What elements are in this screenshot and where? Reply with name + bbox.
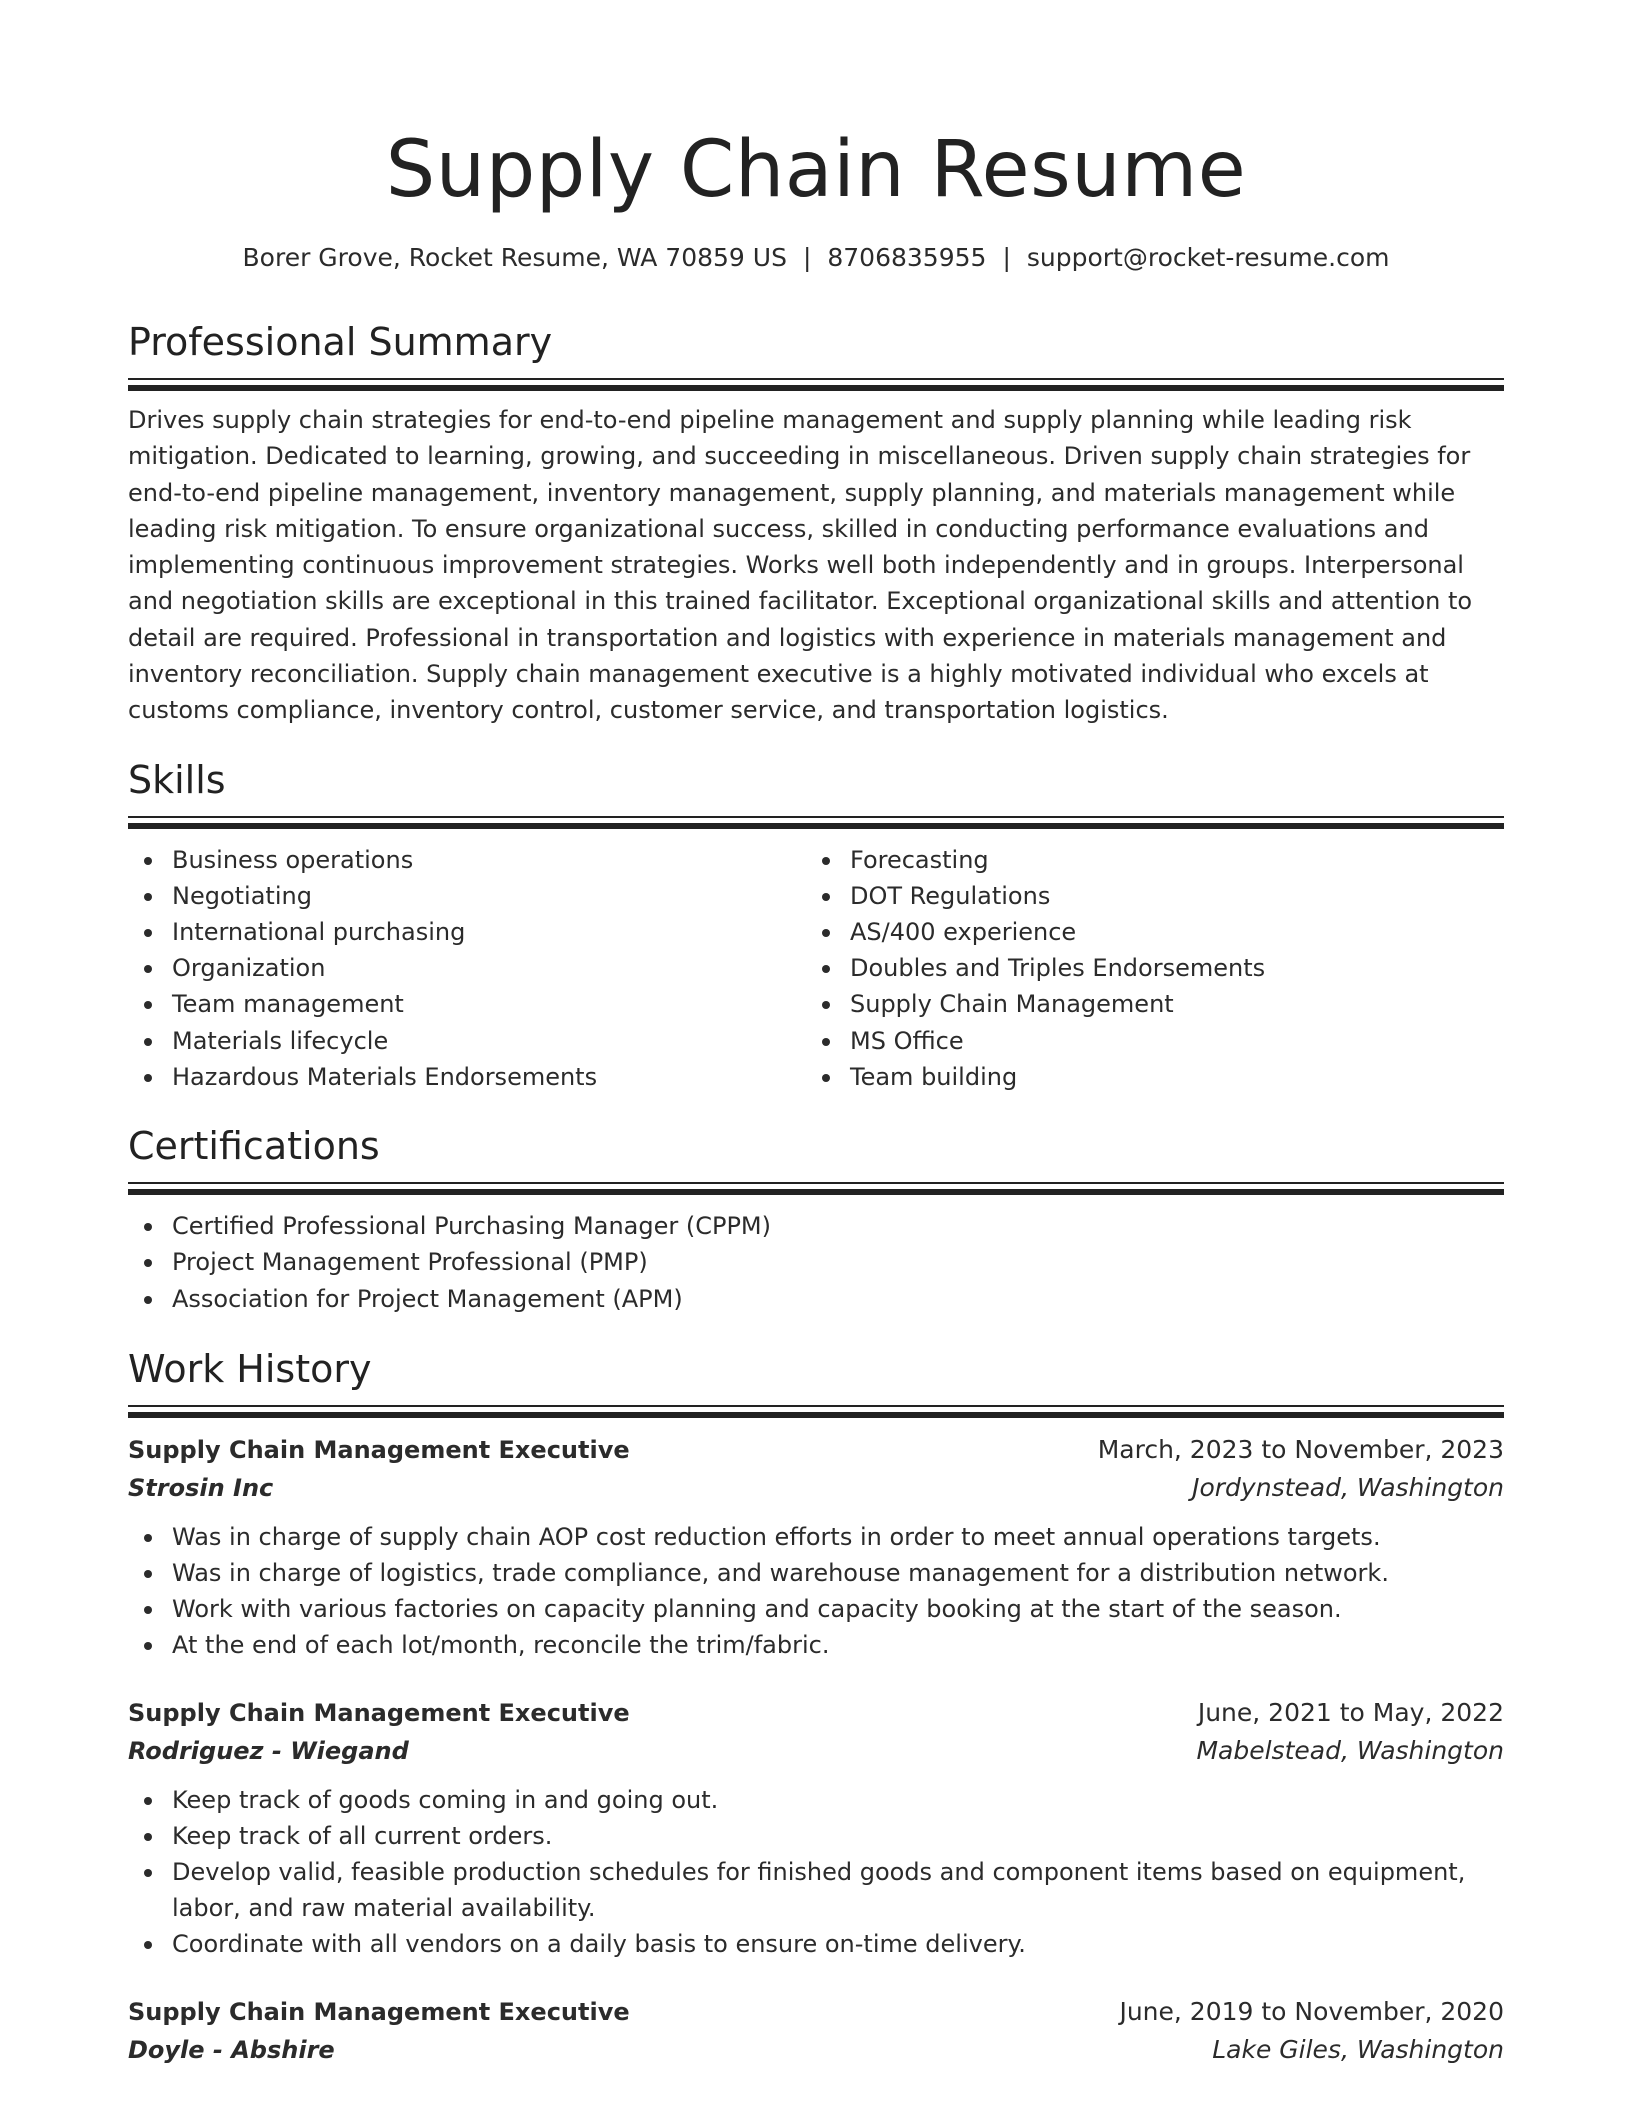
job-company: Doyle - Abshire	[128, 2035, 335, 2064]
skill-item: Team building	[806, 1059, 1484, 1095]
skill-item: AS/400 experience	[806, 914, 1484, 950]
job-company-row	[128, 2031, 1504, 2069]
job-entry	[128, 1431, 1504, 1664]
job-bullet: Keep track of all current orders.	[128, 1818, 1504, 1854]
section-divider	[128, 1405, 1504, 1419]
skill-item: MS Office	[806, 1023, 1484, 1059]
job-location: Mabelstead, Washington	[1196, 1735, 1504, 1765]
contact-email: support@rocket-resume.com	[1026, 243, 1390, 272]
contact-line	[128, 242, 1504, 274]
job-location: Lake Giles, Washington	[1212, 2034, 1504, 2064]
skills-list-right	[806, 842, 1484, 1095]
job-entry	[128, 1993, 1504, 2069]
section-title-work-history: Work History	[128, 1346, 372, 1391]
job-company: Rodriguez - Wiegand	[128, 1736, 409, 1765]
resume-page	[128, 0, 1504, 2069]
certification-item: Association for Project Management (APM)	[128, 1281, 1504, 1317]
certifications-section	[128, 1122, 1504, 1317]
job-bullet: Coordinate with all vendors on a daily basis to ensure on-time delivery.	[128, 1926, 1504, 1962]
job-bullet: At the end of each lot/month, reconcile the trim/fabric.	[128, 1627, 1504, 1663]
job-dates: June, 2021 to May, 2022	[1197, 1697, 1504, 1727]
job-bullets	[128, 1519, 1504, 1664]
job-bullet: Keep track of goods coming in and going out.	[128, 1782, 1504, 1818]
summary-text: Drives supply chain strategies for end-to-end pipeline management and supply planning while leading risk mitigation. Dedicated to learning, growing, and succeeding in miscellaneous. Driven supply chain strategies for end-to-end pipeline management, inventory management, supply planning, and materials management while leading risk mitigation. To ensure organizational success, skilled in conducting performance evaluations and implementing continuous improvement strategies. Works well both independently and in groups. Interpersonal and negotiation skills are exceptional in this trained facilitator. Exceptional organizational skills and attention to detail are required. Professional in transportation and logistics with experience in materials management and inventory reconciliation. Supply chain management executive is a highly motivated individual who excels at customs compliance, inventory control, customer service, and transportation logistics.	[128, 406, 1473, 725]
job-header-row	[128, 1993, 1504, 2031]
job-header-row	[128, 1694, 1504, 1732]
job-header-row	[128, 1431, 1504, 1469]
skill-item: Organization	[128, 950, 806, 986]
job-bullets	[128, 1782, 1504, 1963]
job-company-row	[128, 1469, 1504, 1507]
job-bullet: Develop valid, feasible production schedules for finished goods and component items based on equipment, labor, and raw material availability.	[128, 1854, 1504, 1926]
job-title: Supply Chain Management Executive	[128, 1997, 630, 2026]
skills-list-left	[128, 842, 806, 1095]
section-divider	[128, 816, 1504, 830]
skill-item: DOT Regulations	[806, 878, 1484, 914]
skills-grid	[128, 842, 1504, 1095]
section-title-certifications: Certifications	[128, 1124, 380, 1169]
job-dates: March, 2023 to November, 2023	[1097, 1434, 1504, 1464]
section-divider	[128, 378, 1504, 392]
job-company: Strosin Inc	[128, 1473, 274, 1502]
certification-item: Certified Professional Purchasing Manager (CPPM)	[128, 1208, 1504, 1244]
contact-address: Borer Grove, Rocket Resume, WA 70859 US	[242, 243, 787, 272]
job-company-row	[128, 1732, 1504, 1770]
professional-summary-section	[128, 318, 1504, 729]
work-history-section	[128, 1345, 1504, 2069]
section-title-summary: Professional Summary	[128, 320, 553, 364]
job-entry	[128, 1694, 1504, 1963]
job-bullet: Was in charge of logistics, trade compliance, and warehouse management for a distribution network.	[128, 1555, 1504, 1591]
section-title-skills: Skills	[128, 757, 226, 802]
certification-item: Project Management Professional (PMP)	[128, 1244, 1504, 1280]
job-dates: June, 2019 to November, 2020	[1119, 1996, 1504, 2026]
job-bullet: Work with various factories on capacity planning and capacity booking at the start of the season.	[128, 1591, 1504, 1627]
skill-item: Materials lifecycle	[128, 1023, 806, 1059]
job-bullet: Was in charge of supply chain AOP cost reduction efforts in order to meet annual operations targets.	[128, 1519, 1504, 1555]
skill-item: Team management	[128, 986, 806, 1022]
job-title: Supply Chain Management Executive	[128, 1698, 630, 1727]
skill-item: Doubles and Triples Endorsements	[806, 950, 1484, 986]
contact-phone: 8706835955	[827, 243, 987, 272]
job-title: Supply Chain Management Executive	[128, 1435, 630, 1464]
skill-item: Business operations	[128, 842, 806, 878]
skill-item: Supply Chain Management	[806, 986, 1484, 1022]
skill-item: Hazardous Materials Endorsements	[128, 1059, 806, 1095]
contact-separator: |	[802, 243, 812, 272]
skill-item: International purchasing	[128, 914, 806, 950]
skill-item: Negotiating	[128, 878, 806, 914]
job-location: Jordynstead, Washington	[1192, 1472, 1504, 1502]
certifications-list	[128, 1208, 1504, 1317]
resume-title: Supply Chain Resume	[385, 125, 1247, 215]
contact-separator: |	[1002, 243, 1011, 272]
section-divider	[128, 1182, 1504, 1196]
skills-section	[128, 756, 1504, 1095]
skill-item: Forecasting	[806, 842, 1484, 878]
